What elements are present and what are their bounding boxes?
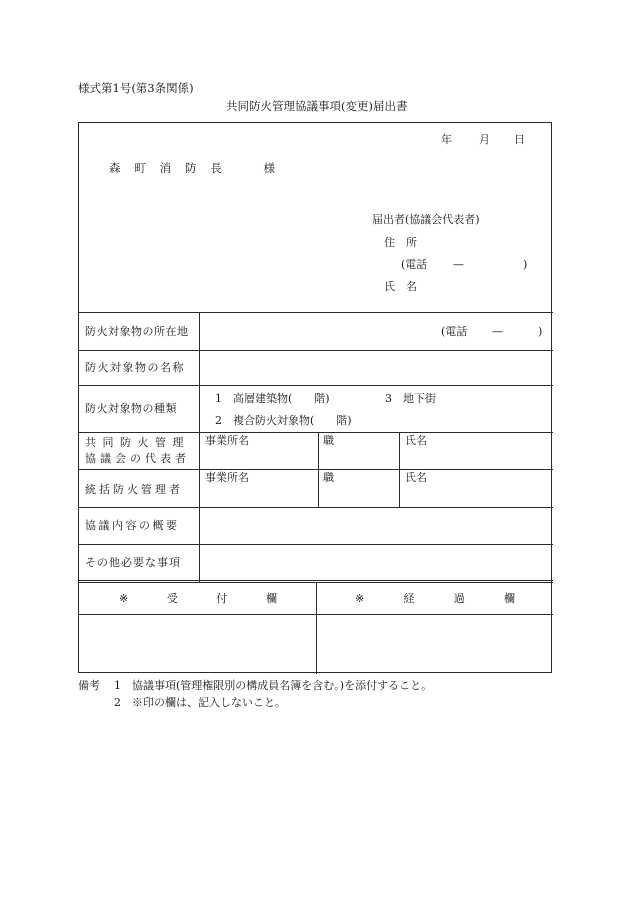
date-month-label: 月 xyxy=(479,133,490,146)
document-title: 共同防火管理協議事項(変更)届出書 xyxy=(226,99,408,113)
address-label: 住 所 xyxy=(384,236,417,249)
date-year-label: 年 xyxy=(441,133,452,146)
location-phone-open: (電話 xyxy=(441,325,468,338)
object-name-label: 防火対象物の名称 xyxy=(85,361,185,374)
chief-manager-label: 統括防火管理者 xyxy=(85,483,183,496)
rep-office-label: 事業所名 xyxy=(205,434,249,447)
type-option-1: 1 高層建築物( 階) xyxy=(215,392,330,405)
reception-heading: ※ 受 付 欄 xyxy=(119,592,277,605)
summary-label: 協議内容の概要 xyxy=(85,519,180,532)
location-phone-close: ) xyxy=(538,325,543,338)
rule xyxy=(79,432,553,433)
form-number: 様式第1号(第3条関係) xyxy=(78,81,194,95)
representative-label-line2: 協議会の代表者 xyxy=(85,452,190,465)
post-column-divider xyxy=(318,432,319,507)
rule xyxy=(79,385,553,386)
notes-heading: 備考 xyxy=(78,679,100,692)
rule xyxy=(79,507,553,508)
location-phone-dash: — xyxy=(492,325,503,338)
type-option-2: 2 複合防火対象物( 階) xyxy=(215,414,352,427)
reception-divider xyxy=(316,582,317,674)
type-option-3: 3 地下街 xyxy=(385,392,436,405)
rep-person-label: 氏名 xyxy=(405,434,427,447)
object-type-label: 防火対象物の種類 xyxy=(85,402,177,415)
submitter-phone-open: (電話 xyxy=(401,258,428,271)
submitter-phone-close: ) xyxy=(523,258,528,271)
chief-office-label: 事業所名 xyxy=(205,471,249,484)
submitter-label: 届出者(協議会代表者) xyxy=(372,213,480,226)
other-matters-label: その他必要な事項 xyxy=(85,556,181,569)
date-day-label: 日 xyxy=(514,133,525,146)
rule xyxy=(79,350,553,351)
rule xyxy=(79,544,553,545)
rep-post-label: 職 xyxy=(323,434,334,447)
rule xyxy=(79,469,553,470)
note-1: 1 協議事項(管理権限別の構成員名簿を含む。)を添付すること。 xyxy=(114,679,433,692)
rule xyxy=(79,580,553,581)
label-column-divider xyxy=(199,312,200,582)
submitter-phone-dash: — xyxy=(453,258,464,271)
rule xyxy=(79,312,553,313)
chief-post-label: 職 xyxy=(323,471,334,484)
name-label: 氏 名 xyxy=(384,280,417,293)
progress-heading: ※ 経 過 欄 xyxy=(355,592,515,605)
location-label: 防火対象物の所在地 xyxy=(85,325,189,338)
representative-label-line1: 共同防火管理 xyxy=(85,436,190,449)
chief-person-label: 氏名 xyxy=(405,471,427,484)
notification-form xyxy=(78,122,552,673)
addressee: 森 町 消 防 長 様 xyxy=(109,161,275,175)
note-2: 2 ※印の欄は、記入しないこと。 xyxy=(114,696,286,709)
person-column-divider xyxy=(399,432,400,507)
